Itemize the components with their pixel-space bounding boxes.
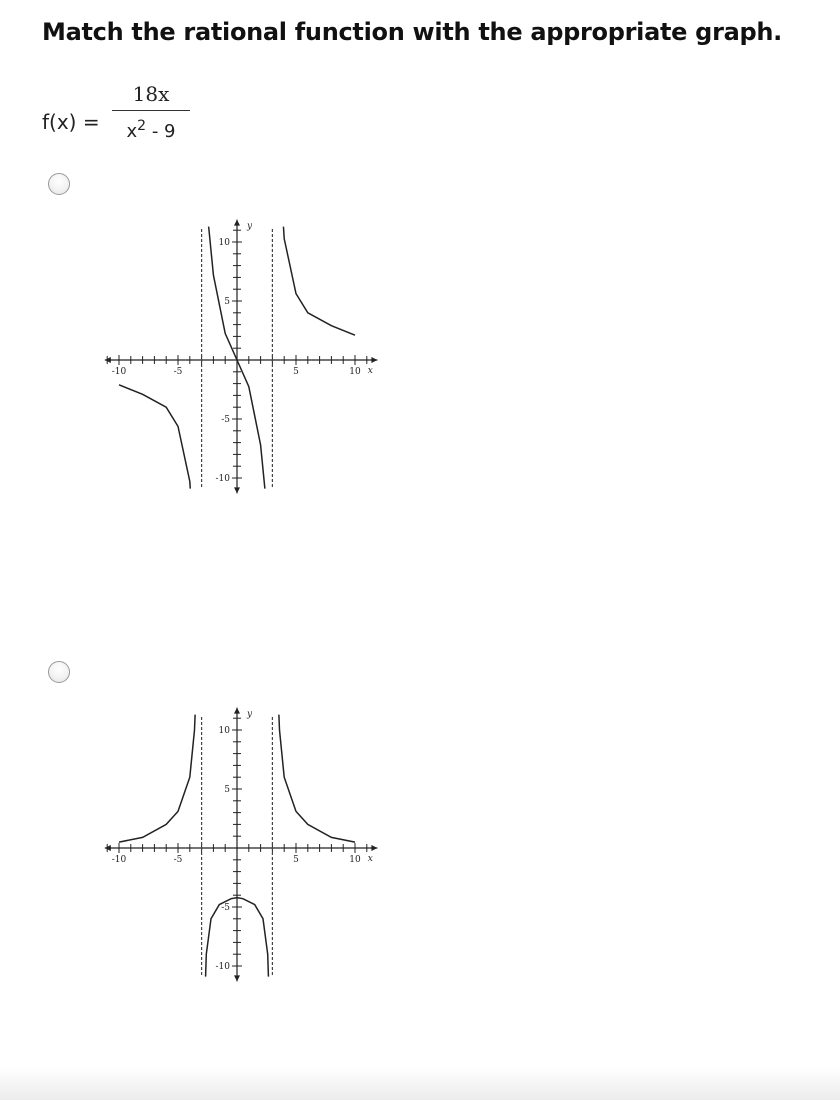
y-axis-letter: y xyxy=(247,221,253,232)
x-tick-label: -10 xyxy=(111,855,127,865)
x-axis-letter: x xyxy=(367,366,373,376)
y-tick-label: 5 xyxy=(224,785,230,795)
x-axis-arrow-icon xyxy=(105,845,111,851)
y-tick-label: 10 xyxy=(218,726,230,736)
question-title: Match the rational function with the appropriate graph. xyxy=(42,18,782,46)
function-label: f(x) = xyxy=(42,110,100,134)
bottom-scroll-shadow xyxy=(0,1066,840,1100)
fraction-bar xyxy=(112,110,190,111)
x-tick-label: 10 xyxy=(349,367,361,377)
curve-branch xyxy=(119,678,197,842)
x-axis-arrow-icon xyxy=(371,357,377,363)
option-2-radio[interactable] xyxy=(48,661,70,683)
function-fraction xyxy=(112,80,190,144)
option-1-radio[interactable] xyxy=(48,173,70,195)
curve-branch xyxy=(277,678,355,842)
y-axis-arrow-icon xyxy=(234,487,240,493)
x-tick-label: 5 xyxy=(293,367,299,377)
y-axis-arrow-icon xyxy=(234,708,240,714)
x-tick-label: 5 xyxy=(293,855,299,865)
y-tick-label: -10 xyxy=(215,474,230,484)
x-tick-label: -5 xyxy=(173,855,183,865)
curve-branch xyxy=(119,385,193,500)
y-tick-label: 10 xyxy=(218,238,230,248)
curve-branch xyxy=(281,190,355,335)
x-tick-label: -10 xyxy=(111,367,127,377)
y-axis-letter: y xyxy=(247,709,253,720)
y-tick-label: 5 xyxy=(224,297,230,307)
y-tick-label: -10 xyxy=(215,962,230,972)
fraction-denominator xyxy=(112,114,190,144)
x-axis-arrow-icon xyxy=(371,845,377,851)
y-tick-label: -5 xyxy=(221,415,230,425)
y-axis-arrow-icon xyxy=(234,975,240,981)
denominator-rest: - 9 xyxy=(146,121,176,142)
fraction-numerator: 18x xyxy=(132,82,170,106)
x-axis-arrow-icon xyxy=(105,357,111,363)
denominator-base: x xyxy=(126,121,138,142)
x-tick-label: -5 xyxy=(173,367,183,377)
option-2-graph xyxy=(80,678,400,988)
x-tick-label: 10 xyxy=(349,855,361,865)
y-tick-label: -5 xyxy=(221,903,230,913)
x-axis-letter: x xyxy=(367,854,373,864)
y-axis-arrow-icon xyxy=(234,220,240,226)
option-1-graph xyxy=(80,190,400,500)
denominator-exponent: 2 xyxy=(137,118,147,134)
